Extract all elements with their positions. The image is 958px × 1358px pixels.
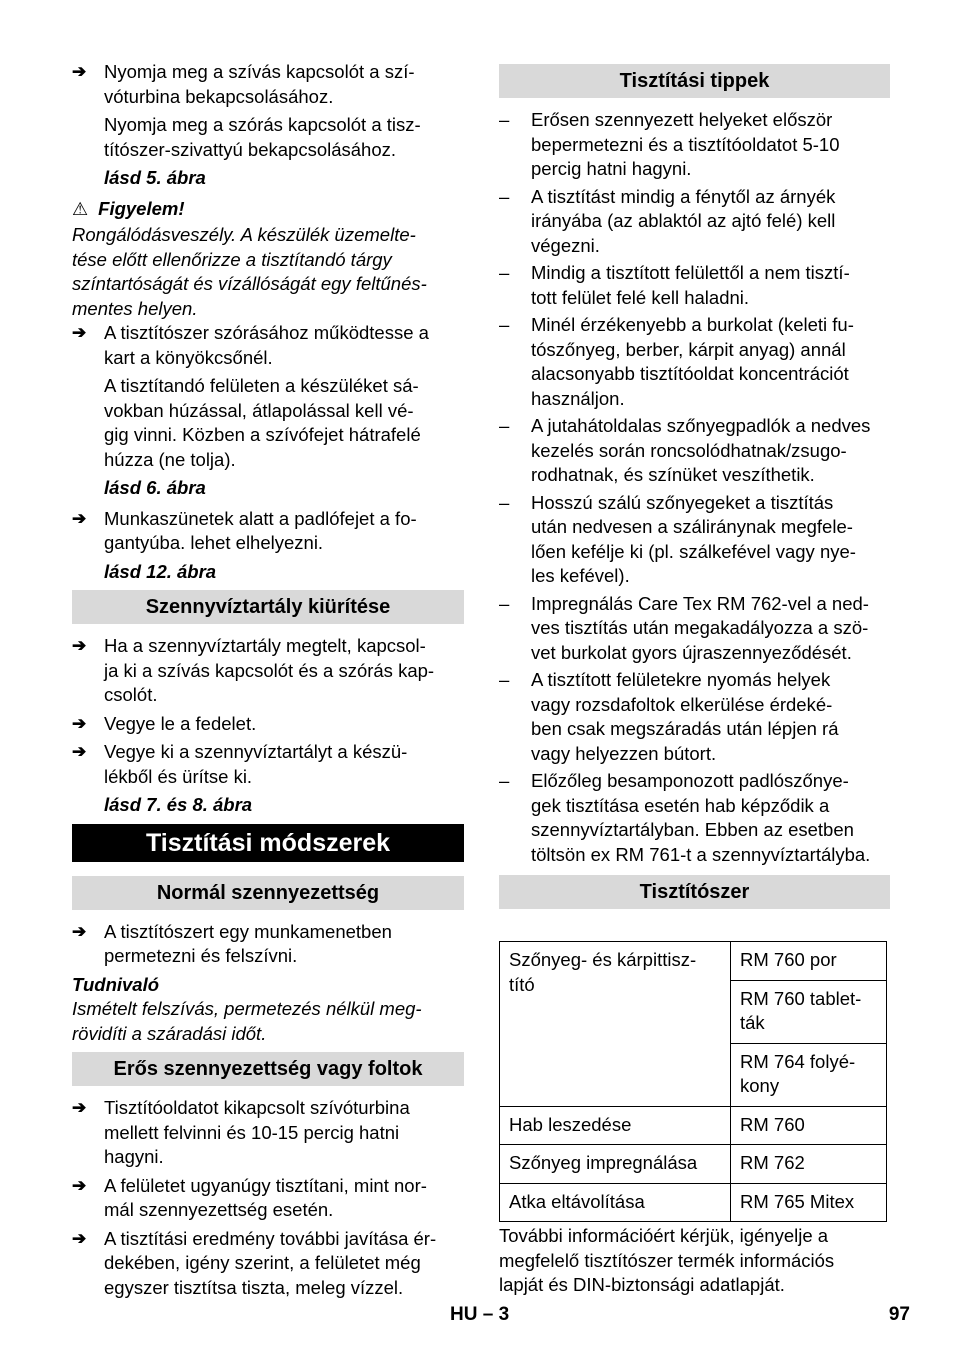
table-cell-label: Szőnyeg impregnálása	[500, 1145, 731, 1184]
text-line: tószőnyeg, berber, kárpit anyag) annál	[531, 338, 846, 360]
text-line: ja ki a szívás kapcsolót és a szórás kap-	[104, 659, 435, 681]
arrow-right-icon: ➔	[72, 1175, 87, 1195]
text-line: RM 764 folyé-	[740, 1050, 856, 1072]
text-line: színtartóságát és vízállóságát egy feltűnés-	[72, 273, 427, 294]
text-line: A jutahátoldalas szőnyegpadlók a nedves	[531, 415, 871, 436]
table-row	[500, 1106, 887, 1145]
text-line: ves tisztítás után megakadályozza a szö-	[531, 617, 869, 638]
text-line: gig vinni. Közben a szívófejet hátrafelé	[104, 424, 421, 445]
text-line: Vegye le a fedelet.	[104, 712, 257, 734]
text-line: Tisztítóoldatot kikapcsolt szívóturbina	[104, 1097, 410, 1118]
text-line: ták	[740, 1012, 765, 1033]
detergent-table	[499, 941, 887, 1222]
text-line: használjon.	[531, 387, 625, 409]
text-line: alacsonyabb tisztítóoldat koncentrációt	[531, 363, 849, 384]
text-line: mentes helyen.	[72, 297, 198, 319]
text-line: kony	[740, 1075, 780, 1096]
text-line: vet burkolat gyors újraszennyeződését.	[531, 641, 852, 663]
text-line: percig hatni hagyni.	[531, 158, 692, 179]
text-line: Erősen szennyezett helyeket először	[531, 109, 833, 130]
text-line: szennyvíztartályban. Ebben az esetben	[531, 819, 854, 840]
text-line: Előzőleg besamponozott padlószőnye-	[531, 770, 849, 791]
arrow-right-icon: ➔	[72, 742, 87, 761]
text-line: További információért kérjük, igényelje a	[499, 1225, 829, 1246]
text-line: tító	[509, 973, 535, 995]
dash-bullet: –	[499, 669, 510, 690]
text-line: tott felület felé kell haladni.	[531, 286, 750, 308]
arrow-right-icon: ➔	[72, 62, 87, 81]
chapter-heading-methods: Tisztítási módszerek	[72, 824, 464, 862]
text-line: vóturbina bekapcsolásához.	[104, 85, 334, 107]
text-line: les kefével).	[531, 565, 630, 586]
dash-bullet: –	[499, 314, 510, 335]
tip-item	[499, 261, 890, 310]
text-line: A tisztítást mindig a fénytől az árnyék	[531, 185, 836, 207]
tip-item	[499, 491, 890, 589]
right-column	[499, 64, 890, 1298]
table-row	[500, 1183, 887, 1222]
section-heading-tank: Szennyvíztartály kiürítése	[72, 590, 464, 624]
text-line: töltsön ex RM 761-t a szennyvíztartályba.	[531, 843, 871, 865]
text-line: kart a könyökcsőnél.	[104, 346, 273, 368]
table-cell-product	[731, 980, 887, 1043]
table-cell-product	[731, 1043, 887, 1106]
text-line: Mindig a tisztított felülettől a nem tisztí-	[531, 262, 850, 283]
tip-item	[499, 185, 890, 259]
instruction-tank-full	[72, 634, 464, 708]
text-line: Nyomja meg a szívás kapcsolót a szí-	[104, 61, 415, 82]
text-line: Rongálódásveszély. A készülék üzemelte-	[72, 224, 416, 245]
text-line: után nedvesen a száliránynak megfele-	[531, 516, 853, 537]
warning-triangle-icon: ⚠	[72, 198, 89, 219]
arrow-right-icon: ➔	[72, 1098, 87, 1117]
arrow-right-icon: ➔	[72, 921, 87, 941]
section-heading-normal: Normál szennyezettség	[72, 876, 464, 910]
text-line: A tisztítandó felületen a készüléket sá-	[104, 375, 419, 396]
instruction-work-break	[72, 507, 464, 556]
text-line: RM 760 por	[740, 949, 837, 970]
table-cell-carpet-label	[500, 942, 731, 1107]
dash-bullet: –	[499, 770, 510, 791]
text-line: A tisztítószer szórásához működtesse a	[104, 322, 429, 343]
text-line: Impregnálás Care Tex RM 762-vel a ned-	[531, 592, 869, 614]
instruction-remove-lid	[72, 712, 464, 737]
note-text	[72, 997, 464, 1046]
text-line: A tisztított felületekre nyomás helyek	[531, 669, 831, 690]
figure-reference: lásd 5. ábra	[104, 167, 206, 188]
dash-bullet: –	[499, 592, 510, 614]
table-row	[500, 1145, 887, 1184]
footer-section-label: HU – 3	[450, 1304, 510, 1325]
instruction-heavy-1	[72, 1096, 464, 1170]
text-line: RM 760 tablet-	[740, 987, 862, 1009]
text-line: ben csak megszáradás után lépjen rá	[531, 718, 839, 739]
section-heading-detergent: Tisztítószer	[499, 875, 890, 909]
text-line: títószer-szivattyú bekapcsolásához.	[104, 138, 397, 160]
text-line: vagy rozsdafoltok elkerülése érdeké-	[531, 693, 833, 715]
text-line: permetezni és felszívni.	[104, 945, 298, 966]
arrow-right-icon: ➔	[72, 713, 87, 733]
text-line: Nyomja meg a szórás kapcsolót a tisz-	[104, 114, 421, 135]
text-line: rodhatnak, és színüket veszíthetik.	[531, 464, 815, 485]
text-line: egyszer tisztítsa tiszta, meleg vízzel.	[104, 1276, 404, 1298]
arrow-right-icon: ➔	[72, 636, 87, 655]
tip-item	[499, 592, 890, 666]
tip-item	[499, 414, 890, 488]
instruction-empty-tank	[72, 740, 464, 789]
text-line: Szőnyeg- és kárpittisz-	[509, 949, 697, 970]
tip-item	[499, 313, 890, 411]
figure-reference: lásd 12. ábra	[104, 560, 217, 582]
text-line: lapját és DIN-biztonsági adatlapját.	[499, 1274, 785, 1295]
warning-heading	[72, 197, 464, 222]
text-line: Minél érzékenyebb a burkolat (keleti fu-	[531, 314, 854, 335]
warning-text	[72, 223, 464, 321]
tip-item	[499, 769, 890, 867]
text-line: tése előtt ellenőrizze a tisztítandó tárgy	[72, 248, 392, 270]
text-line: bepermetezni és a tisztítóoldatot 5-10	[531, 133, 840, 155]
section-heading-tips: Tisztítási tippek	[499, 64, 890, 98]
text-line: gantyúba. lehet elhelyezni.	[104, 532, 324, 553]
instruction-heavy-3	[72, 1227, 464, 1301]
table-cell-product: RM 765 Mitex	[731, 1183, 887, 1222]
dash-bullet: –	[499, 109, 510, 130]
section-heading-heavy: Erős szennyezettség vagy foltok	[72, 1052, 464, 1086]
instruction-spray-lever	[72, 321, 464, 370]
text-line: megfelelő tisztítószer termék információs	[499, 1249, 835, 1271]
table-cell-product	[731, 942, 887, 981]
figure-reference: lásd 7. és 8. ábra	[104, 794, 253, 815]
text-line: Hosszú szálú szőnyegeket a tisztítás	[531, 491, 834, 513]
text-line: A tisztítási eredmény további javítása ér-	[104, 1227, 437, 1249]
table-cell-product: RM 762	[731, 1145, 887, 1184]
detergent-info-text	[499, 1224, 890, 1298]
dash-bullet: –	[499, 415, 510, 436]
text-line: Vegye ki a szennyvíztartályt a készü-	[104, 741, 408, 762]
text-line: Ha a szennyvíztartály megtelt, kapcsol-	[104, 635, 426, 656]
table-cell-label: Hab leszedése	[500, 1106, 731, 1145]
arrow-right-icon: ➔	[72, 1228, 87, 1248]
text-line: gek tisztítása esetén hab képződik a	[531, 794, 830, 816]
text-line: mellett felvinni és 10-15 percig hatni	[104, 1121, 400, 1143]
text-line: Ismételt felszívás, permetezés nélkül meg-	[72, 998, 422, 1019]
text-line: hagyni.	[104, 1146, 164, 1167]
text-line: lően kefélje ki (pl. szálkefével vagy nye-	[531, 540, 856, 562]
text-line: lékből és ürítse ki.	[104, 765, 253, 787]
warning-title: Figyelem!	[98, 197, 185, 219]
text-line: csolót.	[104, 684, 158, 705]
table-cell-product: RM 760	[731, 1106, 887, 1145]
arrow-right-icon: ➔	[72, 508, 87, 528]
text-line: mál szennyezettség esetén.	[104, 1199, 334, 1220]
text-line: vokban húzással, átlapolással kell vé-	[104, 399, 414, 421]
left-column	[72, 60, 464, 1304]
dash-bullet: –	[499, 491, 510, 513]
tip-item	[499, 108, 890, 182]
table-cell-label: Atka eltávolítása	[500, 1183, 731, 1222]
text-line: A felületet ugyanúgy tisztítani, mint nor-	[104, 1174, 427, 1196]
text-line: A tisztítószert egy munkamenetben	[104, 920, 392, 942]
dash-bullet: –	[499, 185, 510, 207]
note-title: Tudnivaló	[72, 973, 160, 995]
text-line: Munkaszünetek alatt a padlófejet a fo-	[104, 507, 417, 529]
table-row	[500, 942, 887, 981]
figure-reference: lásd 6. ábra	[104, 477, 206, 498]
text-line: kezelés során roncsolódhatnak/zsugo-	[531, 439, 847, 461]
page-number: 97	[888, 1304, 910, 1325]
arrow-right-icon: ➔	[72, 323, 87, 342]
text-line: végezni.	[531, 234, 600, 256]
text-line: húzza (ne tolja).	[104, 448, 236, 470]
instruction-normal-clean	[72, 920, 464, 969]
text-line: dekében, igény szerint, a felületet még	[104, 1252, 421, 1273]
instruction-continuation	[72, 374, 464, 472]
text-line: vagy helyezzen bútort.	[531, 742, 717, 764]
dash-bullet: –	[499, 262, 510, 283]
text-line: rövidíti a száradási időt.	[72, 1022, 267, 1044]
instruction-suction-switch	[72, 60, 464, 109]
instruction-continuation	[72, 113, 464, 162]
tip-item	[499, 668, 890, 766]
text-line: irányába (az ablaktól az ajtó felé) kell	[531, 210, 836, 231]
instruction-heavy-2	[72, 1174, 464, 1223]
